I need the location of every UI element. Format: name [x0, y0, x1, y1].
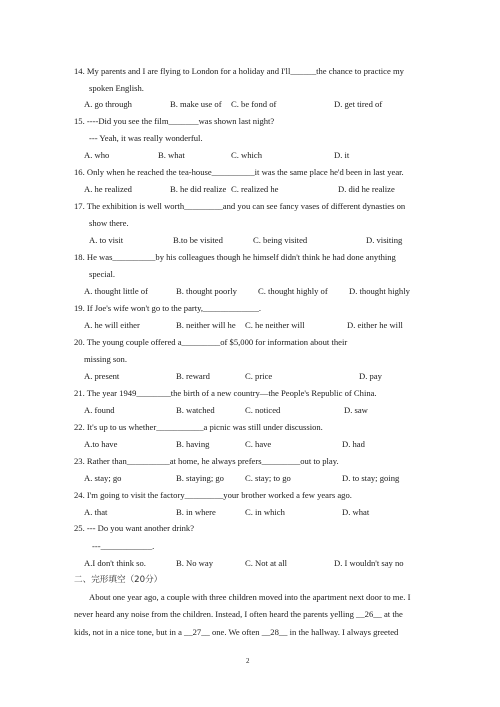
- question-stem: 16. Only when he reached the tea-house__________it was the same place he'd been in last year.: [74, 167, 404, 177]
- answer-option: D. visiting: [366, 235, 403, 245]
- question-stem-continuation: missing son.: [84, 354, 127, 364]
- question-stem-continuation: ---____________.: [92, 541, 155, 551]
- answer-option: D. saw: [344, 405, 368, 415]
- answer-option: A.I don't think so.: [84, 558, 146, 568]
- question-stem: 19. If Joe's wife won't go to the party,_____________.: [74, 303, 262, 313]
- answer-option: B. thought poorly: [176, 286, 237, 296]
- answer-option: B. neither will he: [176, 320, 236, 330]
- passage-line: kids, not in a nice tone, but in a __27__ one. We often __28__ in the hallway. I always greeted: [74, 627, 399, 637]
- question-stem: 21. The year 1949________the birth of a new country—the People's Republic of China.: [74, 388, 377, 398]
- question-stem-continuation: --- Yeah, it was really wonderful.: [89, 133, 203, 143]
- answer-option: A. stay; go: [84, 473, 122, 483]
- answer-option: C. stay; to go: [245, 473, 291, 483]
- question-stem: 24. I'm going to visit the factory_________your brother worked a few years ago.: [74, 490, 352, 500]
- answer-option: B. in where: [176, 507, 216, 517]
- answer-option: D. it: [334, 150, 350, 160]
- section-title: 二、完形填空（20分）: [74, 575, 163, 585]
- question-stem: 20. The young couple offered a_________of $5,000 for information about their: [74, 337, 348, 347]
- answer-option: C. realized he: [231, 184, 279, 194]
- question-stem: 25. --- Do you want another drink?: [74, 523, 195, 533]
- question-stem: 22. It's up to us whether___________a picnic was still under discussion.: [74, 422, 323, 432]
- answer-option: B. staying; go: [176, 473, 224, 483]
- answer-option: A. go through: [84, 99, 132, 109]
- answer-option: C. thought highly of: [258, 286, 328, 296]
- answer-option: B.to be visited: [173, 235, 223, 245]
- question-stem: 17. The exhibition is well worth_________and you can see fancy vases of different dynasties on: [74, 201, 406, 211]
- answer-option: B. watched: [176, 405, 215, 415]
- answer-option: C. Not at all: [245, 558, 288, 568]
- answer-option: A. he realized: [84, 184, 132, 194]
- answer-option: A. found: [84, 405, 115, 415]
- answer-option: D. thought highly: [349, 286, 410, 296]
- answer-option: C. being visited: [253, 235, 308, 245]
- answer-option: D. get tired of: [334, 99, 383, 109]
- answer-option: C. which: [231, 150, 263, 160]
- answer-option: A.to have: [84, 439, 118, 449]
- answer-option: D. did he realize: [338, 184, 395, 194]
- question-stem: 14. My parents and I are flying to London for a holiday and I'll______the chance to practice my: [74, 66, 404, 76]
- passage-line: About one year ago, a couple with three children moved into the apartment next door to me. I: [89, 592, 411, 602]
- question-stem: 15. ----Did you see the film_______was shown last night?: [74, 116, 275, 126]
- question-stem-continuation: special.: [89, 269, 116, 279]
- answer-option: A. who: [84, 150, 110, 160]
- question-stem-continuation: spoken English.: [89, 83, 144, 93]
- answer-option: C. he neither will: [245, 320, 305, 330]
- answer-option: C. price: [245, 371, 273, 381]
- answer-option: C. in which: [245, 507, 285, 517]
- passage-line: never heard any noise from the children. Instead, I often heard the parents yelling __26__ at the: [74, 609, 403, 619]
- answer-option: C. be fond of: [231, 99, 277, 109]
- answer-option: B. having: [176, 439, 210, 449]
- answer-option: B. No way: [176, 558, 213, 568]
- answer-option: D. had: [342, 439, 365, 449]
- answer-option: A. present: [84, 371, 120, 381]
- answer-option: A. thought little of: [84, 286, 148, 296]
- question-stem: 18. He was__________by his colleagues though he himself didn't think he had done anything: [74, 252, 396, 262]
- answer-option: D. to stay; going: [342, 473, 400, 483]
- answer-option: D. pay: [359, 371, 382, 381]
- answer-option: B. make use of: [170, 99, 222, 109]
- question-stem: 23. Rather than__________at home, he always prefers_________out to play.: [74, 456, 339, 466]
- answer-option: B. reward: [176, 371, 210, 381]
- answer-option: A. that: [84, 507, 108, 517]
- answer-option: B. he did realize: [170, 184, 227, 194]
- answer-option: D. I wouldn't say no: [334, 558, 404, 568]
- page-number: 2: [246, 657, 250, 665]
- answer-option: A. to visit: [89, 235, 124, 245]
- answer-option: C. noticed: [245, 405, 281, 415]
- answer-option: D. either he will: [347, 320, 403, 330]
- answer-option: C. have: [245, 439, 272, 449]
- answer-option: B. what: [158, 150, 185, 160]
- answer-option: D. what: [342, 507, 370, 517]
- answer-option: A. he will either: [84, 320, 140, 330]
- question-stem-continuation: show there.: [89, 218, 129, 228]
